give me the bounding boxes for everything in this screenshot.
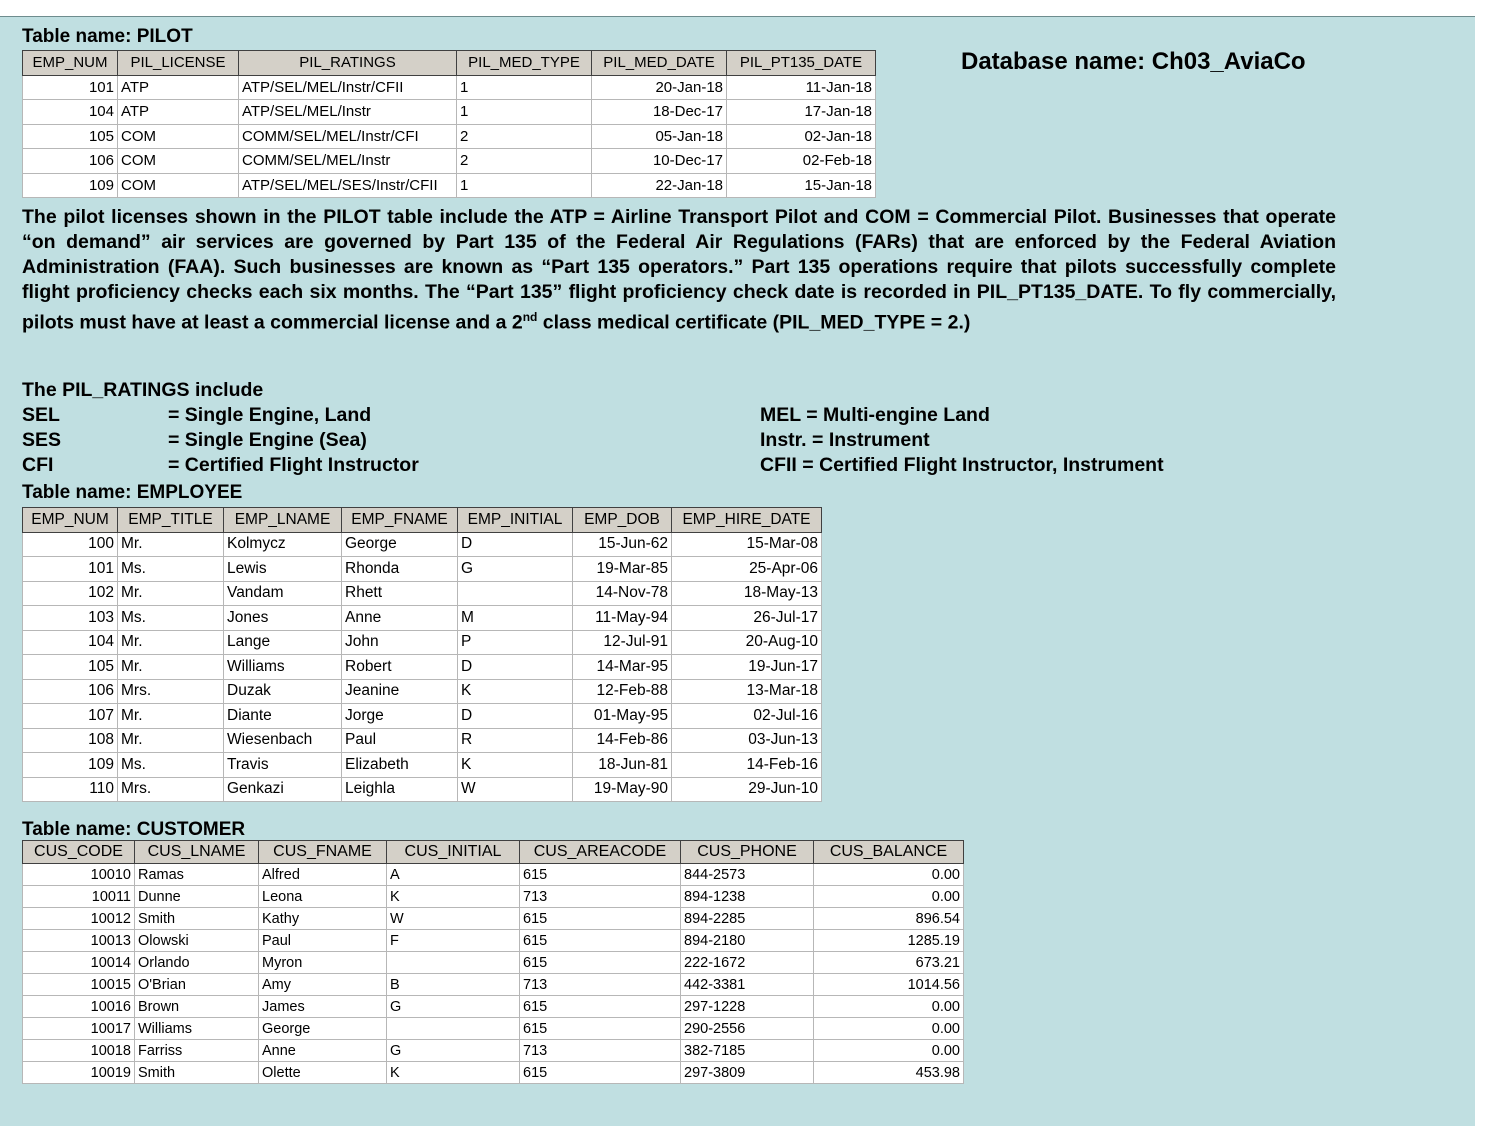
- customer-cell: K: [387, 1062, 520, 1084]
- rating-desc-sel: = Single Engine, Land: [168, 404, 372, 426]
- employee-table-row: [23, 581, 822, 606]
- customer-cell: Leona: [259, 886, 387, 908]
- employee-table-row: [23, 777, 822, 802]
- rating-code-cfi: CFI: [22, 454, 54, 476]
- employee-table-row: [23, 532, 822, 557]
- customer-cell: 0.00: [814, 864, 964, 886]
- employee-cell: Ms.: [118, 606, 224, 631]
- pilot-cell: 05-Jan-18: [592, 124, 727, 149]
- employee-cell: 104: [23, 630, 118, 655]
- customer-table: [22, 840, 964, 1084]
- customer-cell: Smith: [135, 1062, 259, 1084]
- customer-col-header: CUS_PHONE: [681, 841, 814, 864]
- employee-cell: Jones: [224, 606, 342, 631]
- customer-cell: Ramas: [135, 864, 259, 886]
- pilot-cell: 2: [457, 149, 592, 174]
- rating-desc-cfii: = Certified Flight Instructor, Instrument: [796, 454, 1164, 476]
- customer-cell: 615: [520, 864, 681, 886]
- employee-cell: 14-Nov-78: [573, 581, 672, 606]
- employee-cell: Genkazi: [224, 777, 342, 802]
- customer-cell: Brown: [135, 996, 259, 1018]
- employee-cell: 14-Mar-95: [573, 655, 672, 680]
- customer-cell: 1014.56: [814, 974, 964, 996]
- employee-cell: Mr.: [118, 630, 224, 655]
- pilot-cell: ATP/SEL/MEL/Instr: [239, 100, 457, 125]
- customer-table-row: [23, 996, 964, 1018]
- customer-cell: Smith: [135, 908, 259, 930]
- rating-code-instr: Instr.: [760, 429, 807, 451]
- customer-cell: 382-7185: [681, 1040, 814, 1062]
- employee-cell: 106: [23, 679, 118, 704]
- pilot-table: [22, 50, 876, 198]
- pilot-cell: 10-Dec-17: [592, 149, 727, 174]
- employee-cell: Jorge: [342, 704, 458, 729]
- rating-desc-cfi: = Certified Flight Instructor: [168, 454, 419, 476]
- customer-cell: 896.54: [814, 908, 964, 930]
- employee-cell: 15-Jun-62: [573, 532, 672, 557]
- pilot-cell: 2: [457, 124, 592, 149]
- employee-cell: 19-Mar-85: [573, 557, 672, 582]
- employee-col-header: EMP_INITIAL: [458, 508, 573, 533]
- customer-table-row: [23, 930, 964, 952]
- employee-col-header: EMP_DOB: [573, 508, 672, 533]
- customer-cell: 10011: [23, 886, 135, 908]
- employee-cell: George: [342, 532, 458, 557]
- rating-code-ses: SES: [22, 429, 62, 451]
- pilot-cell: ATP/SEL/MEL/Instr/CFII: [239, 75, 457, 100]
- employee-table-title: Table name: EMPLOYEE: [22, 482, 243, 503]
- employee-table-row: [23, 753, 822, 778]
- pilot-table-row: [23, 149, 876, 174]
- employee-cell: 02-Jul-16: [672, 704, 822, 729]
- employee-cell: Mrs.: [118, 679, 224, 704]
- employee-cell: M: [458, 606, 573, 631]
- customer-cell: W: [387, 908, 520, 930]
- customer-cell: G: [387, 1040, 520, 1062]
- employee-cell: Ms.: [118, 557, 224, 582]
- employee-cell: D: [458, 655, 573, 680]
- pilot-col-header: EMP_NUM: [23, 51, 118, 76]
- customer-cell: G: [387, 996, 520, 1018]
- customer-cell: Dunne: [135, 886, 259, 908]
- customer-cell: 615: [520, 930, 681, 952]
- employee-cell: Mr.: [118, 704, 224, 729]
- pilot-cell: COMM/SEL/MEL/Instr: [239, 149, 457, 174]
- pilot-cell: 106: [23, 149, 118, 174]
- employee-cell: 25-Apr-06: [672, 557, 822, 582]
- employee-table-row: [23, 728, 822, 753]
- pilot-table-row: [23, 173, 876, 198]
- customer-cell: 10015: [23, 974, 135, 996]
- employee-cell: 105: [23, 655, 118, 680]
- pilot-table-row: [23, 100, 876, 125]
- employee-cell: 110: [23, 777, 118, 802]
- pilot-cell: COMM/SEL/MEL/Instr/CFI: [239, 124, 457, 149]
- employee-cell: Elizabeth: [342, 753, 458, 778]
- customer-cell: 442-3381: [681, 974, 814, 996]
- employee-cell: 19-Jun-17: [672, 655, 822, 680]
- pilot-cell: 22-Jan-18: [592, 173, 727, 198]
- employee-cell: John: [342, 630, 458, 655]
- customer-cell: Olowski: [135, 930, 259, 952]
- customer-table-row: [23, 908, 964, 930]
- customer-cell: 10012: [23, 908, 135, 930]
- customer-cell: Alfred: [259, 864, 387, 886]
- rating-cfii: [760, 453, 1164, 478]
- rating-code-mel: MEL: [760, 404, 801, 426]
- customer-cell: 222-1672: [681, 952, 814, 974]
- customer-cell: Williams: [135, 1018, 259, 1040]
- paragraph-text: The pilot licenses shown in the PILOT table include the ATP = Airline Transport Pilot and COM = Commercial Pilot. Businesses that operate “on demand” air services are governed by Part 135 of the Federal Air Regulations (FARs) that are enforced by the Federal Aviation Administration (FAA). Such businesses are known as “Part 135 operators.” Part 135 operations require that pilots successfully complete flight proficiency checks each six months. The “Part 135” flight proficiency check date is recorded in PIL_PT135_DATE. To fly commercially, pilots must have at least a commercial license and a 2: [22, 206, 1336, 334]
- employee-table-row: [23, 606, 822, 631]
- rating-code-cfii: CFII: [760, 454, 797, 476]
- pilot-cell: COM: [118, 124, 239, 149]
- employee-cell: 14-Feb-16: [672, 753, 822, 778]
- employee-cell: 15-Mar-08: [672, 532, 822, 557]
- customer-cell: 1285.19: [814, 930, 964, 952]
- rating-desc-ses: = Single Engine (Sea): [168, 429, 367, 451]
- customer-table-row: [23, 1062, 964, 1084]
- customer-cell: 10018: [23, 1040, 135, 1062]
- customer-cell: 615: [520, 996, 681, 1018]
- customer-cell: 894-2285: [681, 908, 814, 930]
- customer-table-row: [23, 1018, 964, 1040]
- customer-cell: B: [387, 974, 520, 996]
- pilot-cell: 02-Feb-18: [727, 149, 876, 174]
- pilot-cell: 1: [457, 75, 592, 100]
- pilot-col-header: PIL_RATINGS: [239, 51, 457, 76]
- employee-cell: 103: [23, 606, 118, 631]
- customer-col-header: CUS_BALANCE: [814, 841, 964, 864]
- employee-cell: 19-May-90: [573, 777, 672, 802]
- pilot-cell: 109: [23, 173, 118, 198]
- employee-cell: K: [458, 753, 573, 778]
- employee-cell: Mr.: [118, 728, 224, 753]
- pilot-col-header: PIL_MED_DATE: [592, 51, 727, 76]
- pilot-cell: 20-Jan-18: [592, 75, 727, 100]
- employee-table-row: [23, 557, 822, 582]
- customer-cell: 290-2556: [681, 1018, 814, 1040]
- pilot-cell: 101: [23, 75, 118, 100]
- pilot-table-row: [23, 124, 876, 149]
- employee-cell: 29-Jun-10: [672, 777, 822, 802]
- customer-cell: 844-2573: [681, 864, 814, 886]
- pilot-cell: 17-Jan-18: [727, 100, 876, 125]
- customer-table-row: [23, 974, 964, 996]
- customer-table-row: [23, 952, 964, 974]
- customer-cell: Olette: [259, 1062, 387, 1084]
- pilot-cell: 18-Dec-17: [592, 100, 727, 125]
- customer-cell: Amy: [259, 974, 387, 996]
- customer-cell: 10019: [23, 1062, 135, 1084]
- employee-cell: 108: [23, 728, 118, 753]
- rating-desc-mel: = Multi-engine Land: [806, 404, 990, 426]
- customer-table-row: [23, 864, 964, 886]
- pilot-cell: 11-Jan-18: [727, 75, 876, 100]
- employee-table-row: [23, 704, 822, 729]
- customer-col-header: CUS_FNAME: [259, 841, 387, 864]
- employee-cell: Mrs.: [118, 777, 224, 802]
- customer-cell: 453.98: [814, 1062, 964, 1084]
- customer-cell: 673.21: [814, 952, 964, 974]
- customer-cell: 615: [520, 908, 681, 930]
- customer-cell: 297-1228: [681, 996, 814, 1018]
- customer-cell: Kathy: [259, 908, 387, 930]
- employee-table-row: [23, 630, 822, 655]
- pilot-col-header: PIL_PT135_DATE: [727, 51, 876, 76]
- employee-cell: Duzak: [224, 679, 342, 704]
- employee-cell: Mr.: [118, 581, 224, 606]
- employee-cell: 102: [23, 581, 118, 606]
- customer-cell: 297-3809: [681, 1062, 814, 1084]
- employee-cell: Leighla: [342, 777, 458, 802]
- customer-cell: 0.00: [814, 1018, 964, 1040]
- employee-cell: D: [458, 704, 573, 729]
- customer-cell: [387, 952, 520, 974]
- employee-cell: 14-Feb-86: [573, 728, 672, 753]
- employee-cell: W: [458, 777, 573, 802]
- employee-cell: Ms.: [118, 753, 224, 778]
- rating-mel: [760, 403, 990, 428]
- employee-cell: K: [458, 679, 573, 704]
- customer-cell: O'Brian: [135, 974, 259, 996]
- pilot-cell: 105: [23, 124, 118, 149]
- customer-cell: 10017: [23, 1018, 135, 1040]
- employee-cell: P: [458, 630, 573, 655]
- customer-cell: Myron: [259, 952, 387, 974]
- employee-cell: 01-May-95: [573, 704, 672, 729]
- rating-desc-instr: = Instrument: [812, 429, 930, 451]
- pilot-cell: ATP: [118, 75, 239, 100]
- customer-cell: 894-2180: [681, 930, 814, 952]
- customer-col-header: CUS_LNAME: [135, 841, 259, 864]
- customer-cell: [387, 1018, 520, 1040]
- employee-cell: Paul: [342, 728, 458, 753]
- customer-cell: Paul: [259, 930, 387, 952]
- employee-cell: Rhonda: [342, 557, 458, 582]
- pilot-table-title: Table name: PILOT: [22, 26, 193, 47]
- employee-cell: 107: [23, 704, 118, 729]
- customer-col-header: CUS_INITIAL: [387, 841, 520, 864]
- pilot-cell: 15-Jan-18: [727, 173, 876, 198]
- pilot-cell: 1: [457, 100, 592, 125]
- customer-cell: 615: [520, 952, 681, 974]
- customer-cell: 10010: [23, 864, 135, 886]
- employee-cell: Lange: [224, 630, 342, 655]
- customer-cell: K: [387, 886, 520, 908]
- employee-table: [22, 507, 822, 802]
- customer-cell: 713: [520, 974, 681, 996]
- customer-cell: 10013: [23, 930, 135, 952]
- pilot-cell: 104: [23, 100, 118, 125]
- customer-cell: Orlando: [135, 952, 259, 974]
- employee-cell: 100: [23, 532, 118, 557]
- customer-col-header: CUS_CODE: [23, 841, 135, 864]
- customer-col-header: CUS_AREACODE: [520, 841, 681, 864]
- employee-table-row: [23, 679, 822, 704]
- customer-table-row: [23, 1040, 964, 1062]
- customer-cell: 0.00: [814, 1040, 964, 1062]
- employee-cell: 18-May-13: [672, 581, 822, 606]
- employee-cell: 13-Mar-18: [672, 679, 822, 704]
- customer-cell: 10016: [23, 996, 135, 1018]
- pilot-cell: COM: [118, 149, 239, 174]
- description-paragraph: [22, 205, 1336, 336]
- employee-cell: 109: [23, 753, 118, 778]
- customer-cell: 615: [520, 1018, 681, 1040]
- employee-cell: Anne: [342, 606, 458, 631]
- employee-cell: Travis: [224, 753, 342, 778]
- pilot-cell: ATP: [118, 100, 239, 125]
- employee-cell: G: [458, 557, 573, 582]
- employee-col-header: EMP_LNAME: [224, 508, 342, 533]
- customer-cell: F: [387, 930, 520, 952]
- database-name: Database name: Ch03_AviaCo: [961, 48, 1306, 75]
- rating-code-sel: SEL: [22, 404, 60, 426]
- employee-cell: Jeanine: [342, 679, 458, 704]
- customer-cell: 713: [520, 886, 681, 908]
- pilot-cell: 1: [457, 173, 592, 198]
- employee-table-row: [23, 655, 822, 680]
- employee-cell: Diante: [224, 704, 342, 729]
- employee-cell: Rhett: [342, 581, 458, 606]
- customer-table-row: [23, 886, 964, 908]
- pilot-cell: COM: [118, 173, 239, 198]
- employee-cell: D: [458, 532, 573, 557]
- paragraph-superscript: nd: [522, 310, 538, 324]
- employee-cell: 12-Feb-88: [573, 679, 672, 704]
- employee-cell: 18-Jun-81: [573, 753, 672, 778]
- pilot-table-row: [23, 75, 876, 100]
- employee-cell: 101: [23, 557, 118, 582]
- pilot-cell: 02-Jan-18: [727, 124, 876, 149]
- customer-cell: 615: [520, 1062, 681, 1084]
- employee-cell: 11-May-94: [573, 606, 672, 631]
- employee-cell: [458, 581, 573, 606]
- customer-cell: 0.00: [814, 996, 964, 1018]
- customer-cell: George: [259, 1018, 387, 1040]
- customer-cell: Farriss: [135, 1040, 259, 1062]
- pilot-col-header: PIL_LICENSE: [118, 51, 239, 76]
- ratings-heading: The PIL_RATINGS include: [22, 379, 264, 401]
- employee-col-header: EMP_HIRE_DATE: [672, 508, 822, 533]
- customer-cell: 10014: [23, 952, 135, 974]
- employee-col-header: EMP_FNAME: [342, 508, 458, 533]
- pilot-col-header: PIL_MED_TYPE: [457, 51, 592, 76]
- employee-cell: Wiesenbach: [224, 728, 342, 753]
- customer-cell: 0.00: [814, 886, 964, 908]
- employee-cell: R: [458, 728, 573, 753]
- customer-table-title: Table name: CUSTOMER: [22, 819, 246, 840]
- employee-cell: 12-Jul-91: [573, 630, 672, 655]
- employee-cell: Williams: [224, 655, 342, 680]
- customer-cell: James: [259, 996, 387, 1018]
- customer-cell: A: [387, 864, 520, 886]
- employee-cell: Lewis: [224, 557, 342, 582]
- employee-cell: 20-Aug-10: [672, 630, 822, 655]
- employee-cell: Robert: [342, 655, 458, 680]
- employee-cell: Kolmycz: [224, 532, 342, 557]
- employee-col-header: EMP_TITLE: [118, 508, 224, 533]
- employee-col-header: EMP_NUM: [23, 508, 118, 533]
- paragraph-text-end: class medical certificate (PIL_MED_TYPE = 2.): [537, 311, 971, 334]
- customer-cell: 894-1238: [681, 886, 814, 908]
- employee-cell: 03-Jun-13: [672, 728, 822, 753]
- employee-cell: Mr.: [118, 532, 224, 557]
- customer-cell: 713: [520, 1040, 681, 1062]
- customer-cell: Anne: [259, 1040, 387, 1062]
- pilot-cell: ATP/SEL/MEL/SES/Instr/CFII: [239, 173, 457, 198]
- rating-instr: [760, 428, 930, 453]
- employee-cell: 26-Jul-17: [672, 606, 822, 631]
- employee-cell: Mr.: [118, 655, 224, 680]
- employee-cell: Vandam: [224, 581, 342, 606]
